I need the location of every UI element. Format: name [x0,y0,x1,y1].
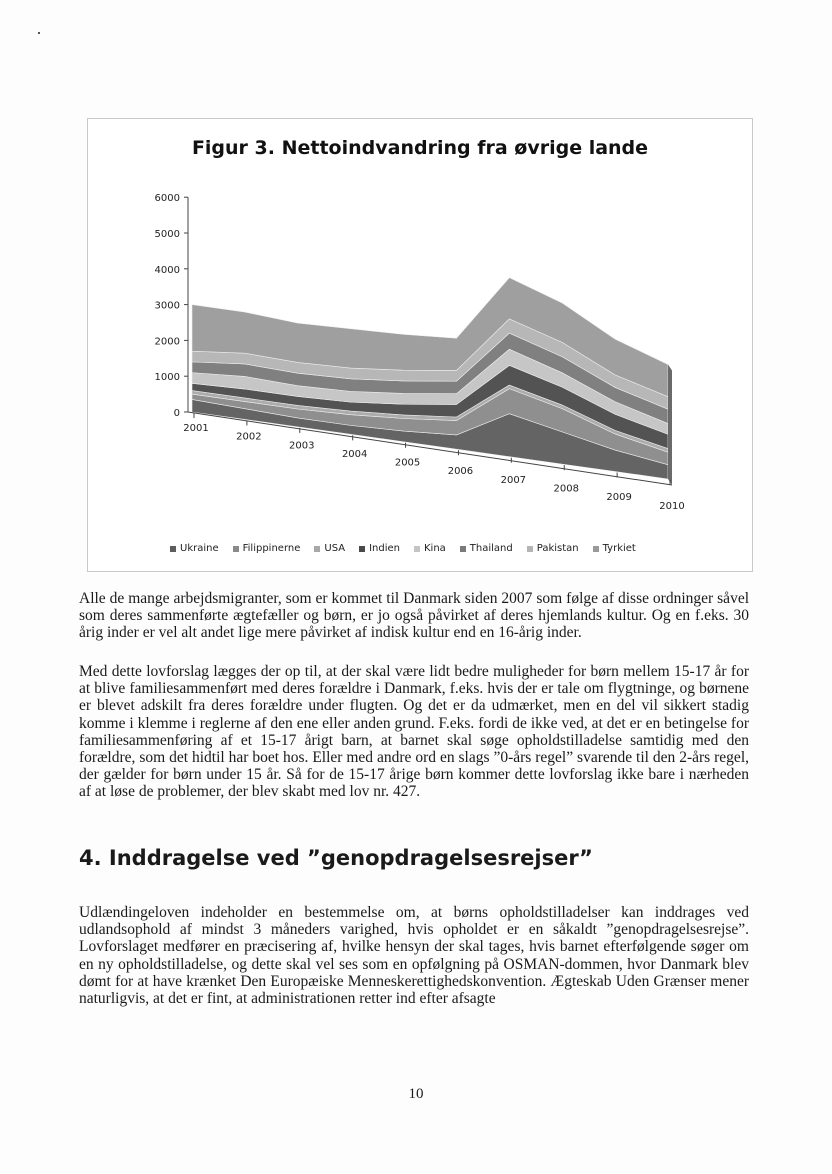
x-tick-label: 2010 [659,500,685,512]
legend-swatch [593,546,599,552]
legend-label: Ukraine [180,543,219,554]
page-number: 10 [408,1086,424,1102]
x-tick-label: 2006 [447,466,474,478]
y-tick-label: 2000 [154,336,180,348]
legend-swatch [359,546,365,552]
legend-item-filippinerne [233,543,301,554]
x-tick-label: 2007 [500,474,527,486]
x-tick-label: 2008 [553,483,579,495]
section-heading: 4. Inddragelse ved ”genopdragelsesrejser” [79,846,593,870]
paragraph-3: Udlændingeloven indeholder en bestemmelse om, at børns opholdstilladelser kan inddrages ved udlandsophold af mindst 3 måneders varighed, hvis opholdet er en såkaldt ”genopdragelsesrejse”. Lovforslaget medfører en præcisering af, hvilke hensyn der skal tages, hvis barnet efterfølgende søger om en ny opholdstilladelse, og dette skal vel ses som en opfølgning på OSMAN-dommen, hvor Danmark blev dømt for at have krænket Den Europæiske Menneskerettighedskonvention. Ægteskab Uden Grænser mener naturligvis, at det er fint, at administrationen retter ind efter afsagte [79,904,749,1008]
area-side-face [668,364,672,485]
chart-legend [170,543,636,554]
y-tick-label: 1000 [154,372,180,384]
legend-label: USA [324,543,346,554]
chart-title: Figur 3. Nettoindvandring fra øvrige lande [191,137,649,159]
y-tick-label: 0 [173,408,180,419]
paragraph-2: Med dette lovforslag lægges der op til, at der skal være lidt bedre muligheder for børn mellem 15-17 år for at blive familiesammenført med deres forældre i Danmark, f.eks. hvis der er tale om flygtninge, og børnene er blevet adskilt fra deres forældre under flugten. Og det er da udmærket, men en del vil sikkert stadig komme i klemme i reglerne af den ene eller anden grund. F.eks. fordi de ikke ved, at det er en betingelse for familiesammenføring af et 15-17 årigt barn, at barnet skal søge opholdstilladelse samtidig med den forældre, som det hidtil har boet hos. Eller med andre ord en slags ”0-års regel” svarende til den 2-års regel, der gælder for børn under 15 år. Så for de 15-17 årige børn kommer dette lovforslag ikke bare i nærheden af at løse de problemer, der blev skabt med lov nr. 427. [79,663,749,801]
legend-item-thailand [460,543,513,554]
legend-item-tyrkiet [593,543,636,554]
legend-item-kina [414,543,446,554]
x-tick-label: 2004 [341,448,368,460]
legend-item-ukraine [170,543,219,554]
legend-swatch [527,546,533,552]
legend-item-pakistan [527,543,579,554]
y-tick-label: 6000 [154,193,180,205]
figure-chart [87,118,753,572]
x-tick-label: 2002 [236,431,262,443]
legend-swatch [170,546,176,552]
paragraph-1: Alle de mange arbejdsmigranter, som er kommet til Danmark siden 2007 som følge af disse ordninger såvel som deres sammenførte ægtefæller og børn, er jo også påvirket af deres hjemlands kultur. Og en f.eks. 30 årig inder er vel alt andet lige mere påvirket af indisk kultur end en 16-årig inder. [79,590,749,642]
legend-label: Indien [369,543,400,554]
y-tick-label: 5000 [154,229,180,240]
area-chart-svg [88,119,752,571]
x-tick-label: 2005 [394,457,421,469]
legend-item-usa [314,543,345,554]
legend-swatch [414,546,420,552]
x-tick-label: 2009 [606,492,632,504]
legend-item-indien [359,543,400,554]
legend-label: Tyrkiet [602,543,636,554]
legend-label: Pakistan [536,543,579,554]
x-tick-label: 2003 [289,440,315,452]
scan-speck [38,32,40,34]
y-tick-label: 4000 [154,264,180,276]
legend-label: Kina [423,543,446,554]
legend-label: Thailand [469,543,513,554]
y-tick-label: 3000 [154,300,180,312]
legend-label: Filippinerne [242,543,301,554]
legend-swatch [460,546,466,552]
legend-swatch [233,546,239,552]
x-tick-label: 2001 [183,423,209,434]
legend-swatch [314,546,320,552]
